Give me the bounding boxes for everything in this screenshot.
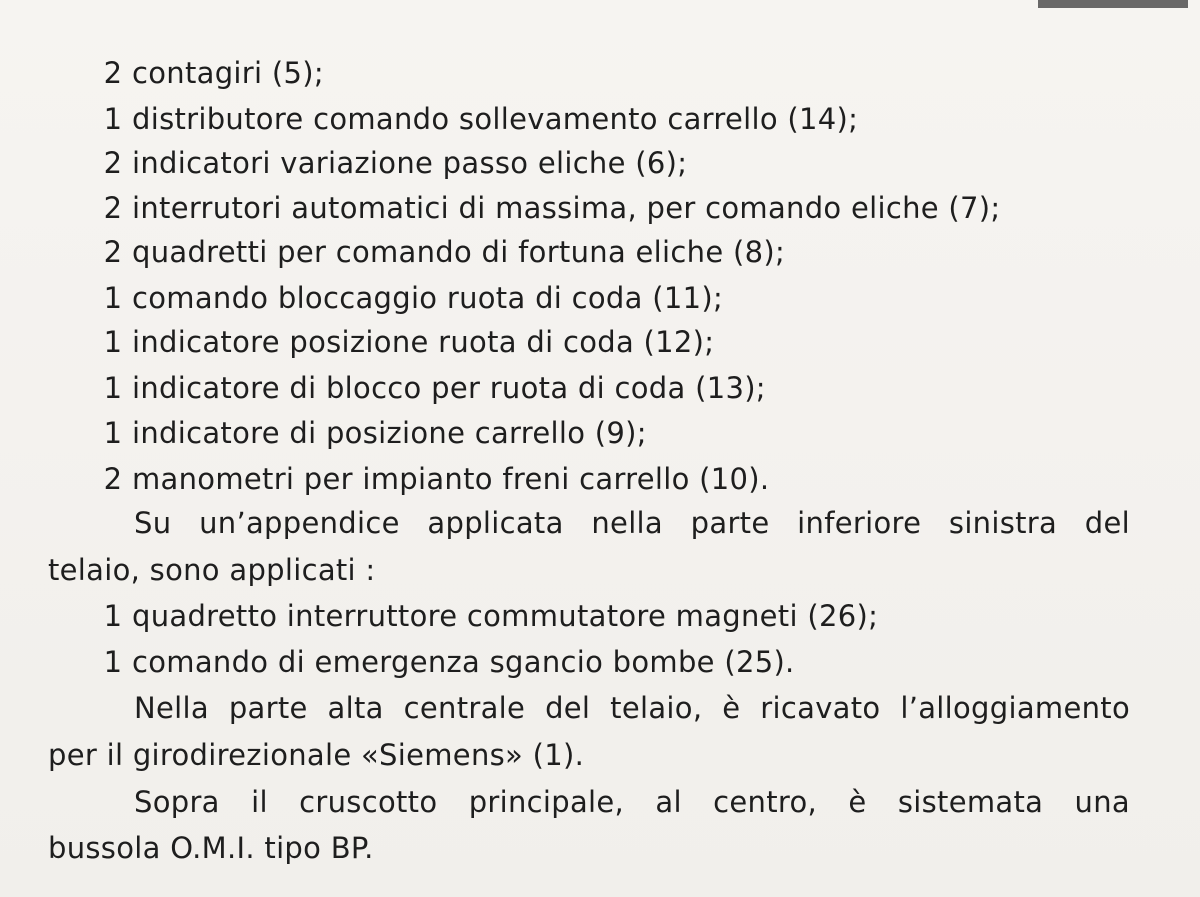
list-item	[96, 415, 647, 451]
item-text: distributore comando sollevamento carrello (14);	[132, 102, 859, 136]
list-item	[96, 234, 785, 270]
item-quantity: 2	[103, 146, 123, 180]
list-item	[96, 190, 1000, 226]
item-quantity: 1	[103, 371, 123, 405]
paragraph-line: Su un’appendice applicata nella parte inferiore sinistra del	[134, 506, 1130, 540]
paragraph-line: bussola O.M.I. tipo BP.	[48, 831, 374, 865]
item-quantity: 1	[103, 281, 123, 315]
item-text: quadretti per comando di fortuna eliche (8);	[132, 235, 786, 269]
item-quantity: 2	[103, 191, 123, 225]
list-item	[96, 280, 723, 316]
list-item	[96, 324, 714, 360]
item-quantity: 1	[103, 645, 123, 679]
item-text: indicatore di blocco per ruota di coda (13);	[132, 371, 766, 405]
list-item	[96, 55, 324, 91]
item-quantity: 1	[103, 325, 123, 359]
item-quantity: 1	[103, 102, 123, 136]
paragraph-line: per il girodirezionale «Siemens» (1).	[48, 738, 585, 772]
item-text: comando di emergenza sgancio bombe (25).	[132, 645, 795, 679]
item-quantity: 2	[103, 462, 123, 496]
list-item	[96, 644, 795, 680]
item-quantity: 1	[103, 599, 123, 633]
item-text: manometri per impianto freni carrello (10).	[132, 462, 770, 496]
item-quantity: 2	[103, 56, 123, 90]
list-item	[96, 370, 766, 406]
list-item	[96, 461, 769, 497]
item-quantity: 2	[103, 235, 123, 269]
item-quantity: 1	[103, 416, 123, 450]
paragraph-line: Sopra il cruscotto principale, al centro, è sistemata una	[134, 785, 1130, 819]
list-item	[96, 101, 858, 137]
item-text: indicatore di posizione carrello (9);	[132, 416, 647, 450]
item-text: contagiri (5);	[132, 56, 324, 90]
paragraph-line: Nella parte alta centrale del telaio, è ricavato l’alloggiamento	[134, 691, 1130, 725]
item-text: quadretto interruttore commutatore magneti (26);	[132, 599, 879, 633]
list-item	[96, 145, 687, 181]
item-text: comando bloccaggio ruota di coda (11);	[132, 281, 724, 315]
item-text: interrutori automatici di massima, per comando eliche (7);	[132, 191, 1001, 225]
item-text: indicatori variazione passo eliche (6);	[132, 146, 688, 180]
list-item	[96, 598, 878, 634]
paragraph-line: telaio, sono applicati :	[48, 553, 376, 587]
item-text: indicatore posizione ruota di coda (12);	[132, 325, 715, 359]
